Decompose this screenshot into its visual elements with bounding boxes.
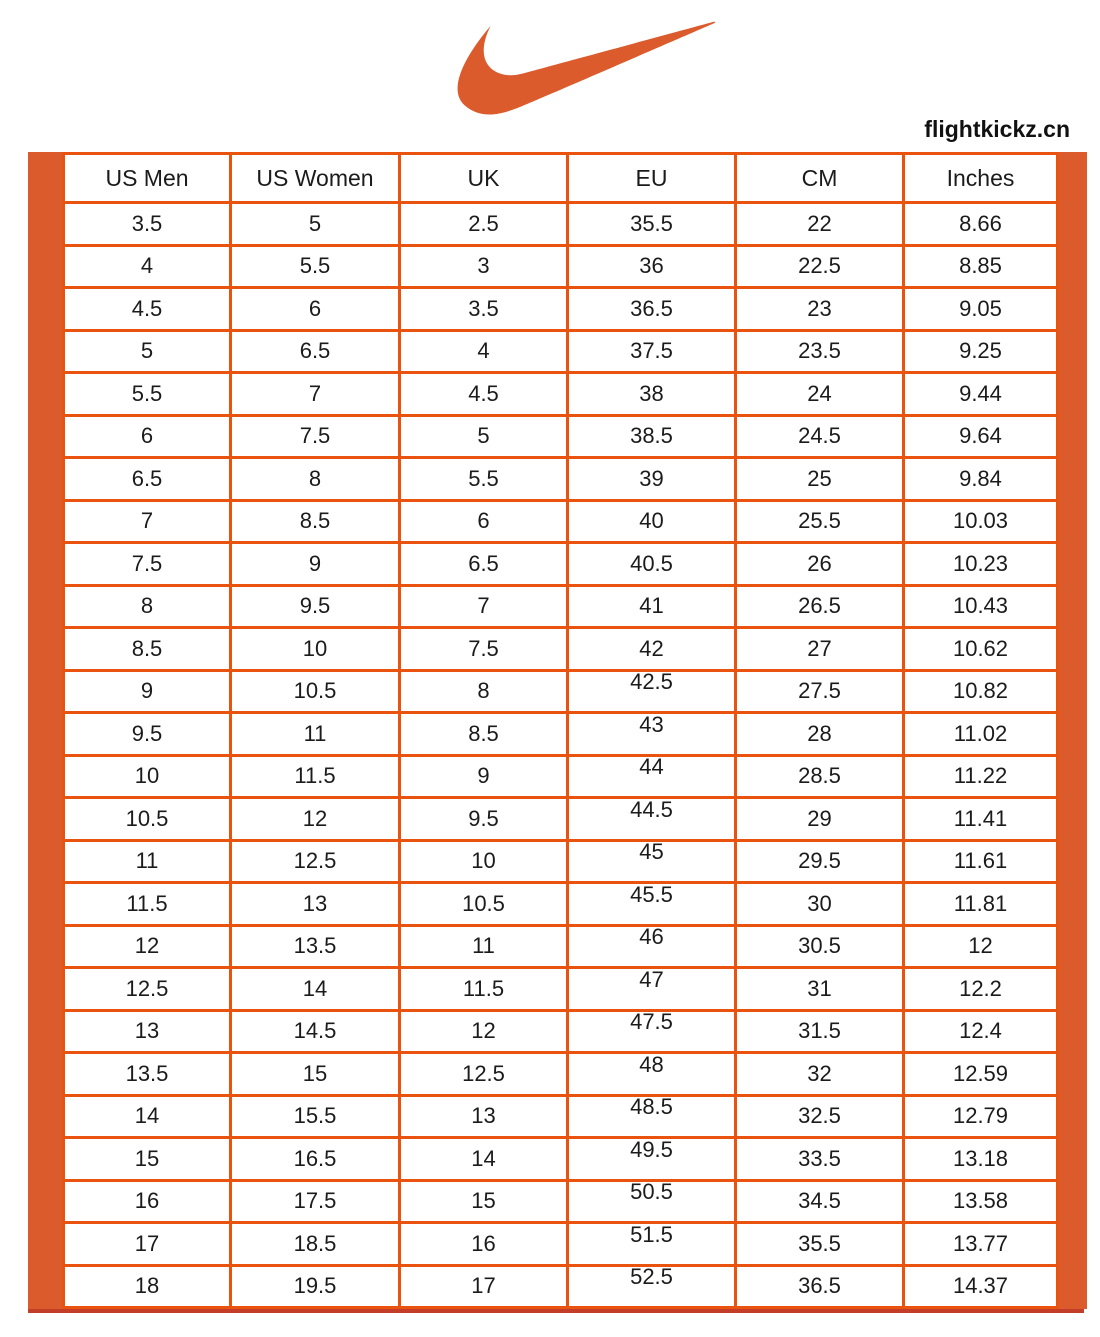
column-header: EU [568, 154, 736, 203]
table-cell: 18.5 [231, 1223, 400, 1266]
nike-swoosh-icon [452, 20, 720, 115]
table-row [64, 925, 1058, 968]
table-cell: 5.5 [400, 458, 568, 501]
watermark-text: flightkickz.cn [924, 116, 1070, 142]
table-cell: 51.5 [568, 1223, 736, 1266]
table-cell: 17 [400, 1265, 568, 1308]
table-cell: 15.5 [231, 1095, 400, 1138]
column-header: CM [736, 154, 904, 203]
table-row [64, 883, 1058, 926]
table-cell: 8.66 [904, 203, 1058, 246]
table-cell: 24 [736, 373, 904, 416]
table-cell: 16 [400, 1223, 568, 1266]
table-cell: 8.5 [231, 500, 400, 543]
table-cell: 6 [400, 500, 568, 543]
table-cell: 5 [400, 415, 568, 458]
column-header: US Men [64, 154, 231, 203]
table-cell: 32 [736, 1053, 904, 1096]
table-cell: 4.5 [400, 373, 568, 416]
table-cell: 11.81 [904, 883, 1058, 926]
table-cell: 7.5 [64, 543, 231, 586]
table-cell: 13 [400, 1095, 568, 1138]
table-row [64, 245, 1058, 288]
table-cell: 45.5 [568, 883, 736, 926]
table-cell: 9 [231, 543, 400, 586]
table-cell: 6.5 [400, 543, 568, 586]
table-cell: 12 [904, 925, 1058, 968]
table-cell: 13.77 [904, 1223, 1058, 1266]
table-cell: 36 [568, 245, 736, 288]
table-cell: 6 [231, 288, 400, 331]
table-cell: 13.5 [64, 1053, 231, 1096]
table-cell: 9.5 [231, 585, 400, 628]
table-cell: 48.5 [568, 1095, 736, 1138]
table-cell: 7 [64, 500, 231, 543]
table-cell: 9.44 [904, 373, 1058, 416]
table-cell: 4 [64, 245, 231, 288]
column-header: Inches [904, 154, 1058, 203]
table-cell: 11.5 [231, 755, 400, 798]
table-cell: 27 [736, 628, 904, 671]
table-row [64, 373, 1058, 416]
table-cell: 10.03 [904, 500, 1058, 543]
table-row [64, 840, 1058, 883]
table-cell: 34.5 [736, 1180, 904, 1223]
table-cell: 6.5 [231, 330, 400, 373]
table-cell: 13.18 [904, 1138, 1058, 1181]
table-row [64, 1265, 1058, 1308]
table-row [64, 1223, 1058, 1266]
table-cell: 16.5 [231, 1138, 400, 1181]
right-accent-bar [1059, 152, 1087, 1309]
table-cell: 9.5 [400, 798, 568, 841]
table-cell: 15 [64, 1138, 231, 1181]
table-row [64, 755, 1058, 798]
table-cell: 42 [568, 628, 736, 671]
table-cell: 31.5 [736, 1010, 904, 1053]
table-cell: 49.5 [568, 1138, 736, 1181]
table-cell: 11.41 [904, 798, 1058, 841]
table-cell: 28.5 [736, 755, 904, 798]
table-cell: 26 [736, 543, 904, 586]
table-cell: 47.5 [568, 1010, 736, 1053]
table-cell: 7 [231, 373, 400, 416]
table-cell: 44.5 [568, 798, 736, 841]
table-cell: 5 [231, 203, 400, 246]
table-cell: 23.5 [736, 330, 904, 373]
table-cell: 14 [400, 1138, 568, 1181]
table-cell: 35.5 [736, 1223, 904, 1266]
table-cell: 15 [231, 1053, 400, 1096]
table-cell: 9.84 [904, 458, 1058, 501]
table-cell: 30.5 [736, 925, 904, 968]
table-cell: 46 [568, 925, 736, 968]
table-cell: 9.25 [904, 330, 1058, 373]
table-cell: 45 [568, 840, 736, 883]
table-cell: 11 [64, 840, 231, 883]
table-row [64, 500, 1058, 543]
table-cell: 8.85 [904, 245, 1058, 288]
table-cell: 10.43 [904, 585, 1058, 628]
table-cell: 25.5 [736, 500, 904, 543]
table-cell: 10 [400, 840, 568, 883]
table-cell: 13 [64, 1010, 231, 1053]
table-cell: 12 [231, 798, 400, 841]
table-cell: 40 [568, 500, 736, 543]
table-cell: 12 [400, 1010, 568, 1053]
table-cell: 25 [736, 458, 904, 501]
table-cell: 12.5 [64, 968, 231, 1011]
table-cell: 10.5 [400, 883, 568, 926]
table-cell: 47 [568, 968, 736, 1011]
table-cell: 14.5 [231, 1010, 400, 1053]
table-cell: 35.5 [568, 203, 736, 246]
table-row [64, 670, 1058, 713]
table-cell: 11 [231, 713, 400, 756]
table-cell: 12.5 [400, 1053, 568, 1096]
table-cell: 13.5 [231, 925, 400, 968]
table-cell: 41 [568, 585, 736, 628]
table-cell: 10.62 [904, 628, 1058, 671]
table-cell: 8.5 [64, 628, 231, 671]
table-cell: 52.5 [568, 1265, 736, 1308]
table-cell: 31 [736, 968, 904, 1011]
table-cell: 7.5 [231, 415, 400, 458]
table-cell: 39 [568, 458, 736, 501]
table-cell: 12.59 [904, 1053, 1058, 1096]
table-cell: 15 [400, 1180, 568, 1223]
table-row [64, 330, 1058, 373]
table-row [64, 288, 1058, 331]
table-cell: 37.5 [568, 330, 736, 373]
header-row [64, 154, 1058, 203]
table-cell: 12.2 [904, 968, 1058, 1011]
table-cell: 10.23 [904, 543, 1058, 586]
table-row [64, 415, 1058, 458]
table-cell: 36.5 [568, 288, 736, 331]
table-cell: 5.5 [231, 245, 400, 288]
table-row [64, 1010, 1058, 1053]
table-cell: 40.5 [568, 543, 736, 586]
table-cell: 17.5 [231, 1180, 400, 1223]
table-cell: 12 [64, 925, 231, 968]
table-row [64, 585, 1058, 628]
table-cell: 14 [64, 1095, 231, 1138]
table-cell: 19.5 [231, 1265, 400, 1308]
table-cell: 13 [231, 883, 400, 926]
table-row [64, 798, 1058, 841]
size-chart-table [62, 152, 1059, 1309]
table-cell: 8 [400, 670, 568, 713]
size-chart-frame [28, 152, 1084, 1313]
header [0, 0, 1100, 152]
table-row [64, 713, 1058, 756]
table-cell: 38 [568, 373, 736, 416]
table-cell: 13.58 [904, 1180, 1058, 1223]
left-accent-bar [28, 152, 62, 1309]
table-cell: 4.5 [64, 288, 231, 331]
table-cell: 7 [400, 585, 568, 628]
table-row [64, 1095, 1058, 1138]
table-cell: 9 [400, 755, 568, 798]
table-cell: 10.82 [904, 670, 1058, 713]
table-cell: 11.02 [904, 713, 1058, 756]
table-row [64, 458, 1058, 501]
table-cell: 2.5 [400, 203, 568, 246]
table-cell: 48 [568, 1053, 736, 1096]
table-cell: 9.64 [904, 415, 1058, 458]
table-cell: 43 [568, 713, 736, 756]
table-cell: 10.5 [64, 798, 231, 841]
table-cell: 16 [64, 1180, 231, 1223]
table-cell: 10 [64, 755, 231, 798]
table-cell: 36.5 [736, 1265, 904, 1308]
column-header: US Women [231, 154, 400, 203]
table-cell: 11.61 [904, 840, 1058, 883]
table-cell: 12.4 [904, 1010, 1058, 1053]
table-cell: 4 [400, 330, 568, 373]
table-cell: 9.05 [904, 288, 1058, 331]
table-cell: 22.5 [736, 245, 904, 288]
table-cell: 11.5 [400, 968, 568, 1011]
table-cell: 42.5 [568, 670, 736, 713]
table-cell: 17 [64, 1223, 231, 1266]
table-row [64, 968, 1058, 1011]
table-row [64, 543, 1058, 586]
table-cell: 38.5 [568, 415, 736, 458]
table-cell: 24.5 [736, 415, 904, 458]
table-cell: 8.5 [400, 713, 568, 756]
table-cell: 9.5 [64, 713, 231, 756]
table-cell: 7.5 [400, 628, 568, 671]
table-cell: 8 [64, 585, 231, 628]
table-row [64, 203, 1058, 246]
table-body [64, 203, 1058, 1308]
table-cell: 3 [400, 245, 568, 288]
table-cell: 12.79 [904, 1095, 1058, 1138]
table-cell: 33.5 [736, 1138, 904, 1181]
table-cell: 14.37 [904, 1265, 1058, 1308]
table-cell: 5.5 [64, 373, 231, 416]
table-cell: 28 [736, 713, 904, 756]
table-cell: 18 [64, 1265, 231, 1308]
table-cell: 10 [231, 628, 400, 671]
table-cell: 3.5 [64, 203, 231, 246]
table-row [64, 1180, 1058, 1223]
table-cell: 29 [736, 798, 904, 841]
table-cell: 14 [231, 968, 400, 1011]
table-row [64, 628, 1058, 671]
table-row [64, 1053, 1058, 1096]
table-cell: 11 [400, 925, 568, 968]
column-header: UK [400, 154, 568, 203]
table-cell: 50.5 [568, 1180, 736, 1223]
table-cell: 10.5 [231, 670, 400, 713]
table-cell: 12.5 [231, 840, 400, 883]
table-cell: 29.5 [736, 840, 904, 883]
table-cell: 6.5 [64, 458, 231, 501]
table-cell: 11.22 [904, 755, 1058, 798]
table-cell: 30 [736, 883, 904, 926]
table-cell: 22 [736, 203, 904, 246]
table-cell: 6 [64, 415, 231, 458]
table-cell: 26.5 [736, 585, 904, 628]
table-cell: 11.5 [64, 883, 231, 926]
table-row [64, 1138, 1058, 1181]
table-cell: 23 [736, 288, 904, 331]
table-cell: 9 [64, 670, 231, 713]
table-cell: 32.5 [736, 1095, 904, 1138]
table-cell: 27.5 [736, 670, 904, 713]
table-cell: 3.5 [400, 288, 568, 331]
table-cell: 8 [231, 458, 400, 501]
table-cell: 44 [568, 755, 736, 798]
table-cell: 5 [64, 330, 231, 373]
